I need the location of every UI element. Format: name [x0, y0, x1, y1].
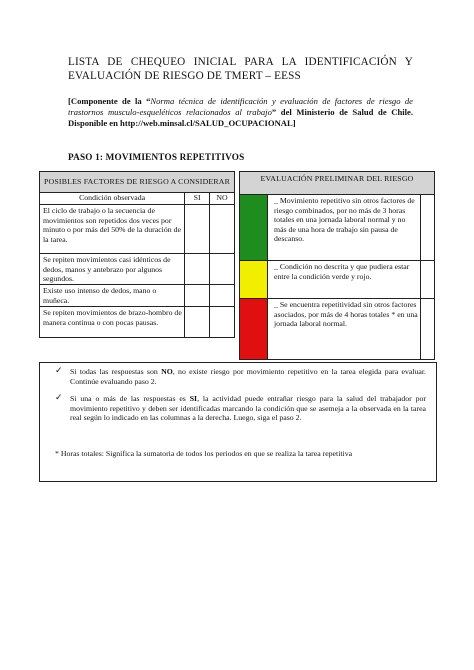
instruction-no [70, 367, 426, 386]
document-title: LISTA DE CHEQUEO INICIAL PARA LA IDENTIFICACIÓN Y EVALUACIÓN DE RIESGO DE TMERT – EESS [68, 56, 413, 82]
no-column-header: NO [210, 193, 235, 205]
no-checkbox[interactable] [210, 285, 235, 307]
component-norm-name: Norma técnica de identificación y evaluación de factores de riesgo de trastornos musculo-esqueléticos relacionados al trabajo [68, 96, 413, 117]
si-checkbox[interactable] [185, 307, 210, 338]
green-level-description: _ Movimiento repetitivo sin otros factores de riesgo combinados, por no más de 3 horas totales en una jornada laboral normal y no más de una hora de trabajo sin pausa de descanso. [268, 195, 421, 261]
instruction-si-text-b: , la actividad puede entrañar riesgo para la salud del trabajador por movimiento repetitivo y deben ser identificadas marcando la condición que se asemeja a la observada en la tarea real según lo indicado en las columnas a la derecha. Luego, siga el paso 2. [70, 394, 427, 423]
yellow-level-checkbox[interactable] [421, 261, 435, 299]
no-checkbox[interactable] [210, 254, 235, 285]
instruction-no-text-a: Si todas las respuestas son [70, 367, 162, 376]
component-reference [68, 96, 413, 129]
red-level-checkbox[interactable] [421, 299, 435, 360]
no-checkbox[interactable] [210, 307, 235, 338]
risk-evaluation-table [239, 171, 435, 360]
instruction-si-bold: SI [189, 394, 198, 403]
instruction-si-text-a: Si una o más de las respuestas es [70, 394, 190, 403]
instruction-no-bold: NO [161, 367, 173, 376]
instruction-si [70, 394, 426, 423]
condition-row: Se repiten movimientos casi idénticos de dedos, manos y antebrazo por algunos segundos. [40, 254, 185, 285]
no-checkbox[interactable] [210, 205, 235, 254]
yellow-level-swatch [240, 261, 268, 299]
risk-factors-header: POSIBLES FACTORES DE RIESGO A CONSIDERAR [40, 172, 235, 193]
yellow-level-description: _ Condición no descrita y que pudiera estar entre la condición verde y rojo. [268, 261, 421, 299]
green-level-swatch [240, 195, 268, 261]
red-level-description: _ Se encuentra repetitividad sin otros factores asociados, por más de 4 horas totales * en una jornada laboral normal. [268, 299, 421, 360]
si-checkbox[interactable] [185, 285, 210, 307]
green-level-checkbox[interactable] [421, 195, 435, 261]
risk-factors-table [39, 171, 235, 338]
footnote-total-hours: * Horas totales: Significa la sumatoria de todos los periodos en que se realiza la tarea repetitiva [55, 449, 353, 458]
component-prefix: [Componente de la “ [68, 96, 151, 106]
risk-evaluation-header: EVALUACIÓN PRELIMINAR DEL RIESGO [240, 172, 435, 195]
condition-row: Se repiten movimientos de brazo-hombro de manera continua o con pocas pausas. [40, 307, 185, 338]
check-icon: ✓ [55, 365, 63, 375]
si-checkbox[interactable] [185, 254, 210, 285]
step-title: PASO 1: MOVIMIENTOS REPETITIVOS [68, 152, 245, 162]
si-checkbox[interactable] [185, 205, 210, 254]
check-icon: ✓ [55, 392, 63, 402]
condition-row: Existe uso intenso de dedos, mano o muñeca. [40, 285, 185, 307]
instruction-no-text-b: , no existe riesgo por movimiento repetitivo en la tarea elegida para evaluar. Continúe evaluando paso 2. [70, 367, 426, 386]
red-level-swatch [240, 299, 268, 360]
si-column-header: SI [185, 193, 210, 205]
component-suffix: ” del Ministerio de Salud de Chile. Disponible en http://web.minsal.cl/SALUD_OCUPACIONAL] [68, 107, 413, 128]
instructions-box [39, 362, 437, 482]
condition-column-header: Condición observada [40, 193, 185, 205]
condition-row: El ciclo de trabajo o la secuencia de movimientos son repetidos dos veces por minuto o por más del 50% de la duración de la tarea. [40, 205, 185, 254]
